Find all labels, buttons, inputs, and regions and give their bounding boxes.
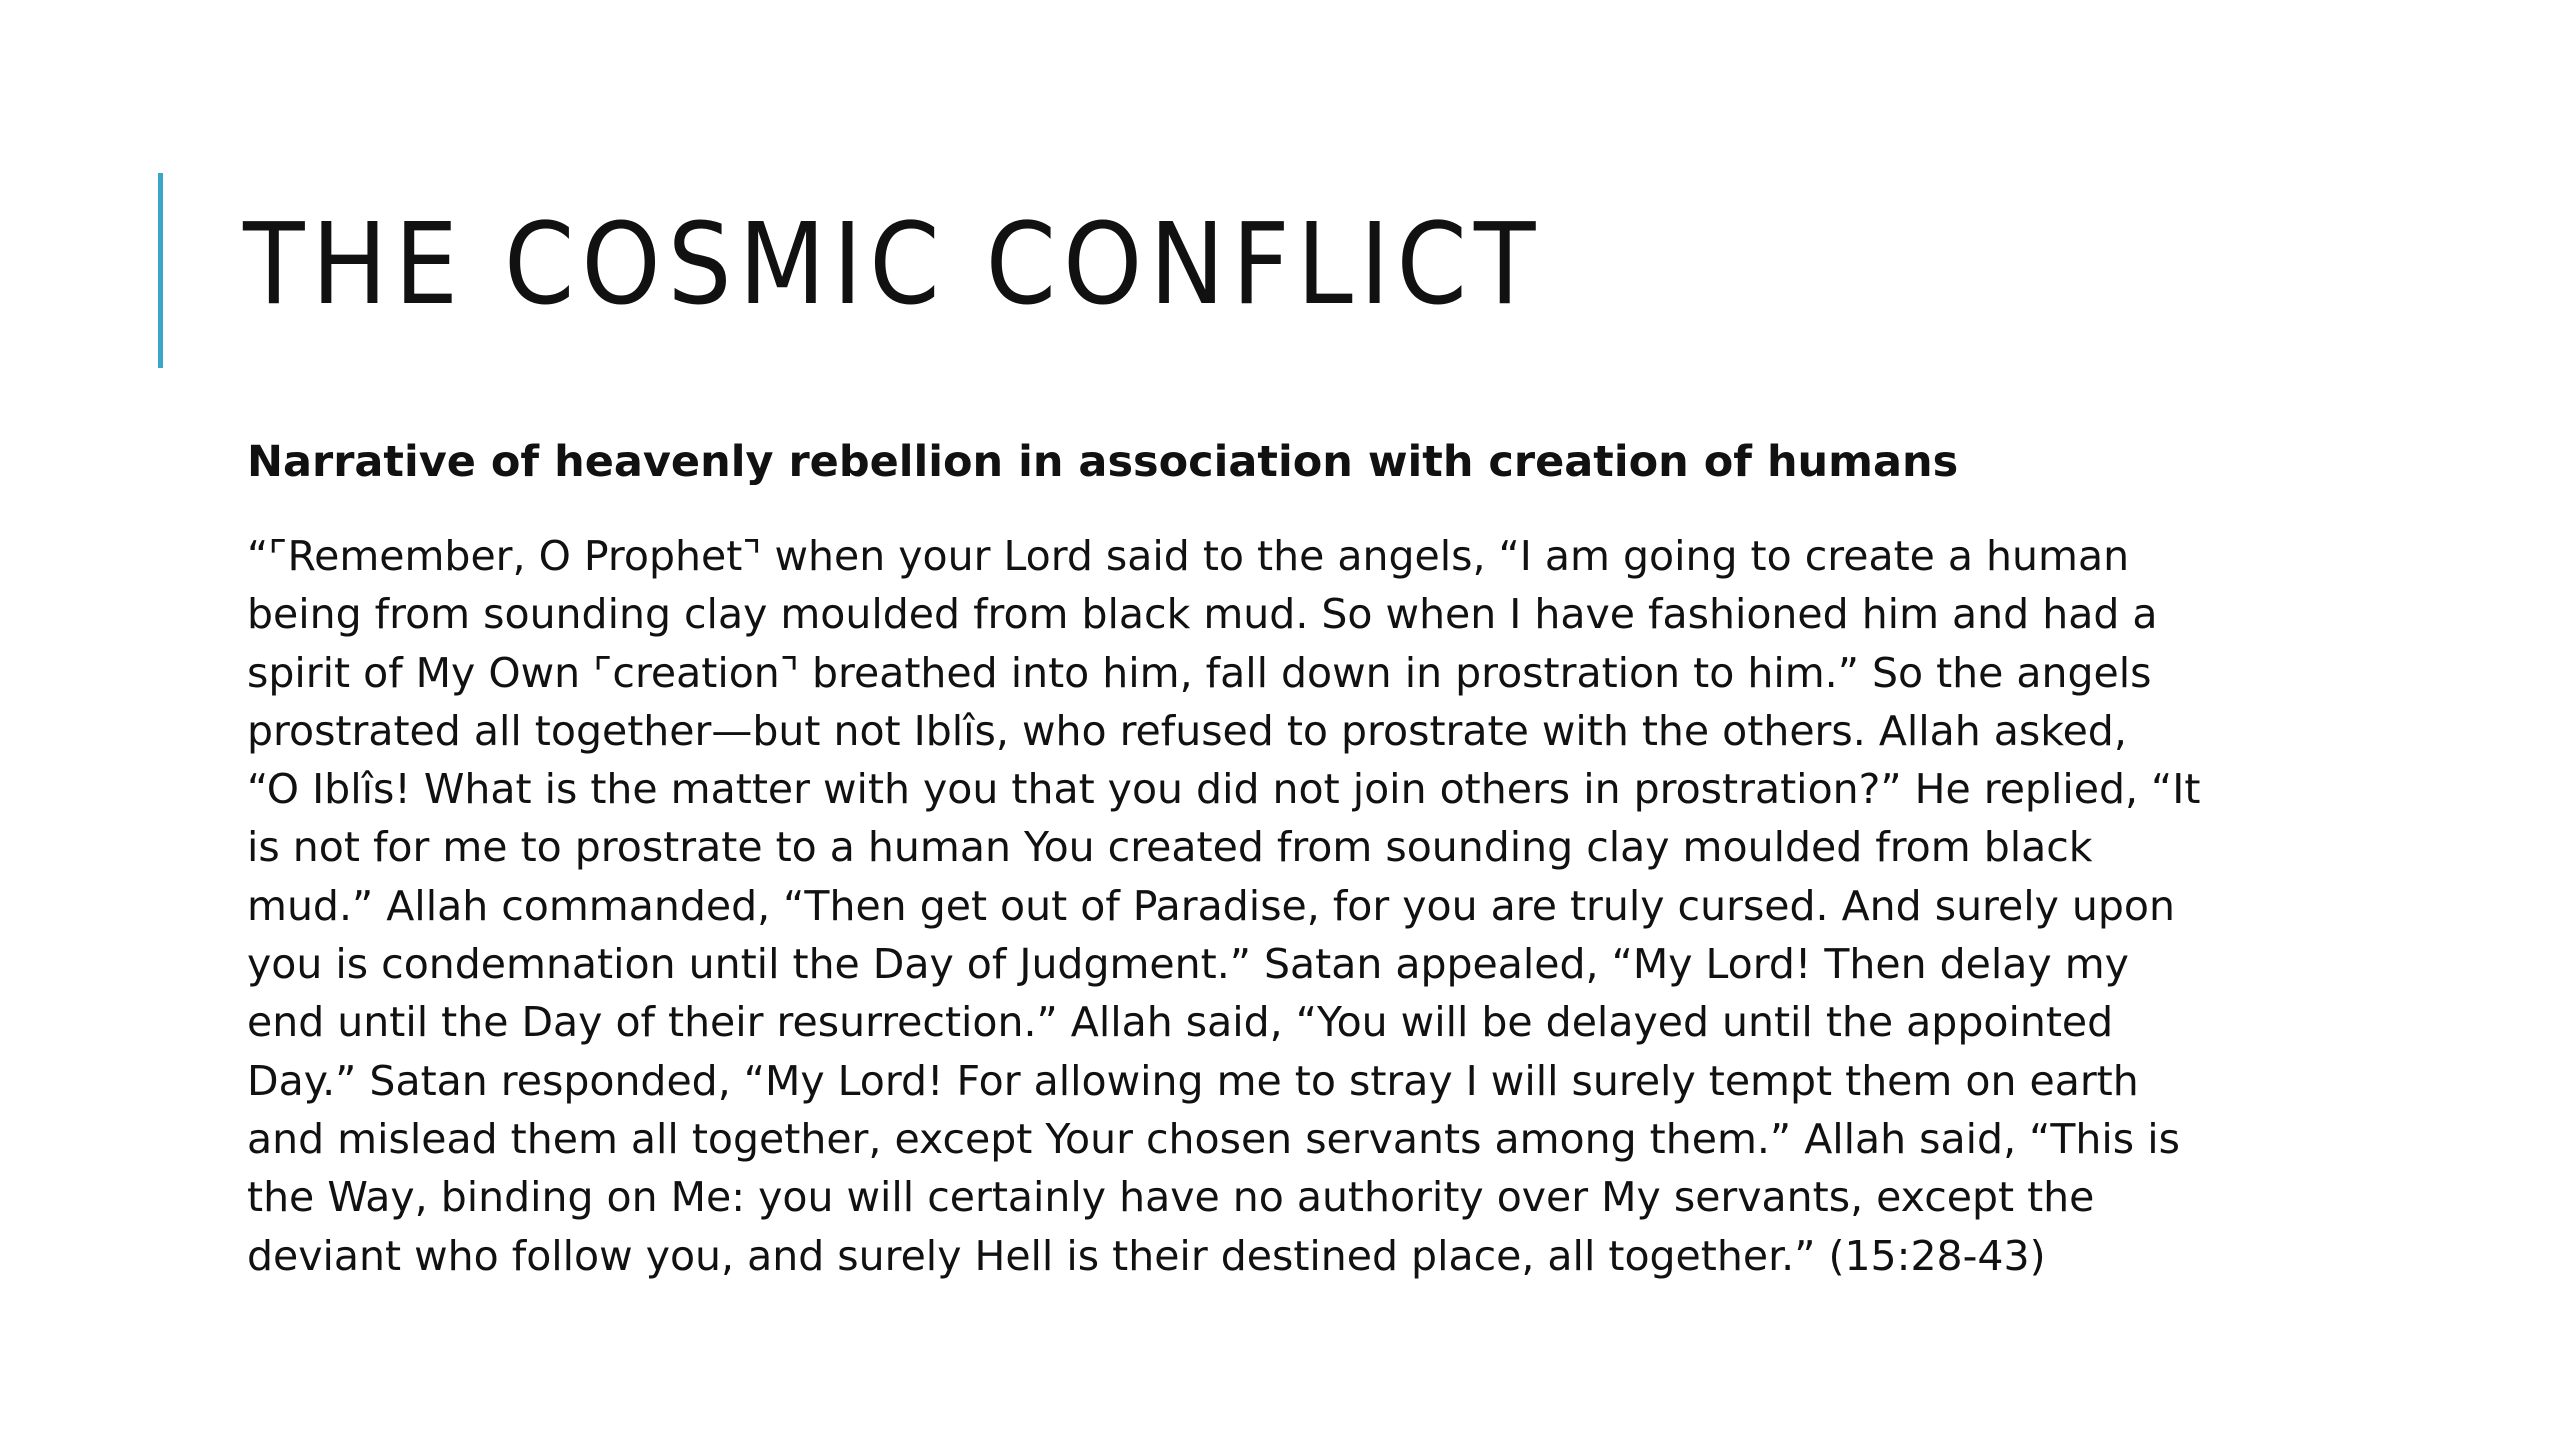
slide-title: THE COSMIC CONFLICT — [243, 200, 1543, 330]
body-line: “O Iblîs! What is the matter with you that you did not join others in prostration?” He replied, “It — [247, 765, 2201, 814]
body-line: the Way, binding on Me: you will certainly have no authority over My servants, except the — [247, 1173, 2095, 1222]
body-line: Day.” Satan responded, “My Lord! For allowing me to stray I will surely tempt them on earth — [247, 1056, 2139, 1105]
slide-subtitle: Narrative of heavenly rebellion in association with creation of humans — [247, 437, 1959, 487]
title-accent-bar — [158, 173, 163, 368]
body-line: mud.” Allah commanded, “Then get out of Paradise, for you are truly cursed. And surely upon — [247, 881, 2176, 930]
slide-body-text — [247, 527, 2327, 1285]
body-line: “⌜Remember, O Prophet⌝ when your Lord said to the angels, “I am going to create a human — [247, 532, 2130, 580]
body-line: end until the Day of their resurrection.” Allah said, “You will be delayed until the appointed — [247, 998, 2114, 1047]
body-line: you is condemnation until the Day of Judgment.” Satan appealed, “My Lord! Then delay my — [247, 940, 2129, 989]
body-line: deviant who follow you, and surely Hell is their destined place, all together.” (15:28-43) — [247, 1231, 2046, 1280]
body-line: spirit of My Own ⌜creation⌝ breathed into him, fall down in prostration to him.” So the angels — [247, 648, 2152, 697]
body-line: is not for me to prostrate to a human You created from sounding clay moulded from black — [247, 823, 2093, 872]
body-line: prostrated all together—but not Iblîs, who refused to prostrate with the others. Allah asked, — [247, 706, 2127, 755]
body-line: being from sounding clay moulded from black mud. So when I have fashioned him and had a — [247, 590, 2158, 639]
body-line: and mislead them all together, except Your chosen servants among them.” Allah said, “This is — [247, 1114, 2180, 1163]
